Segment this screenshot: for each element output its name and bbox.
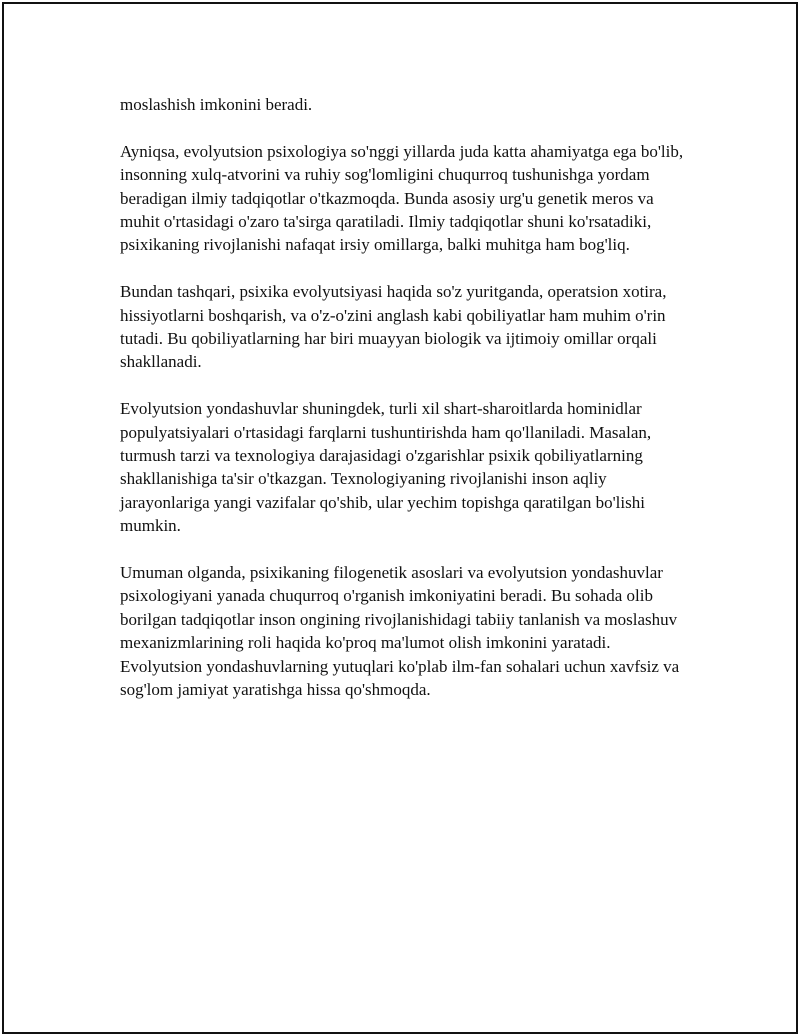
paragraph-4: Evolyutsion yondashuvlar shuningdek, turli xil shart-sharoitlarda hominidlar populyatsiyalari o'rtasidagi farqlarni tushuntirishda ham qo'llaniladi. Masalan, turmush tarzi va texnologiya darajasidagi o'zgarishlar psixik qobiliyatlarning shakllanishiga ta'sir o'tkazgan. Texnologiyaning rivojlanishi inson aqliy jarayonlariga yangi vazifalar qo'shib, ular yechim topishga qaratilgan bo'lishi mumkin. — [120, 399, 652, 536]
paragraph-1: moslashish imkonini beradi. — [120, 95, 313, 114]
paragraph-3: Bundan tashqari, psixika evolyutsiyasi haqida so'z yuritganda, operatsion xotira, hissiyotlarni boshqarish, va o'z-o'zini anglash kabi qobiliyatlar ham muhim o'rin tutadi. Bu qobiliyatlarning har biri muayyan biologik va ijtimoiy omillar orqali shakllanadi. — [120, 282, 667, 372]
paragraph-5: Umuman olganda, psixikaning filogenetik asoslari va evolyutsion yondashuvlar psixologiyani yanada chuqurroq o'rganish imkoniyatini beradi. Bu sohada olib borilgan tadqiqotlar inson ongining rivojlanishidagi tabiiy tanlanish va moslashuv mexanizmlarining roli haqida ko'proq ma'lumot olish imkonini yaratadi. Evolyutsion yondashuvlarning yutuqlari ko'plab ilm-fan sohalari uchun xavfsiz va sog'lom jamiyat yaratishga hissa qo'shmoqda. — [120, 563, 680, 700]
document-body — [120, 93, 695, 725]
document-page — [2, 2, 798, 1034]
paragraph-2: Ayniqsa, evolyutsion psixologiya so'nggi yillarda juda katta ahamiyatga ega bo'lib, insonning xulq-atvorini va ruhiy sog'lomligini chuqurroq tushunishga yordam beradigan ilmiy tadqiqotlar o'tkazmoqda. Bunda asosiy urg'u genetik meros va muhit o'rtasidagi o'zaro ta'sirga qaratiladi. Ilmiy tadqiqotlar shuni ko'rsatadiki, psixikaning rivojlanishi nafaqat irsiy omillarga, balki muhitga ham bog'liq. — [120, 141, 684, 255]
